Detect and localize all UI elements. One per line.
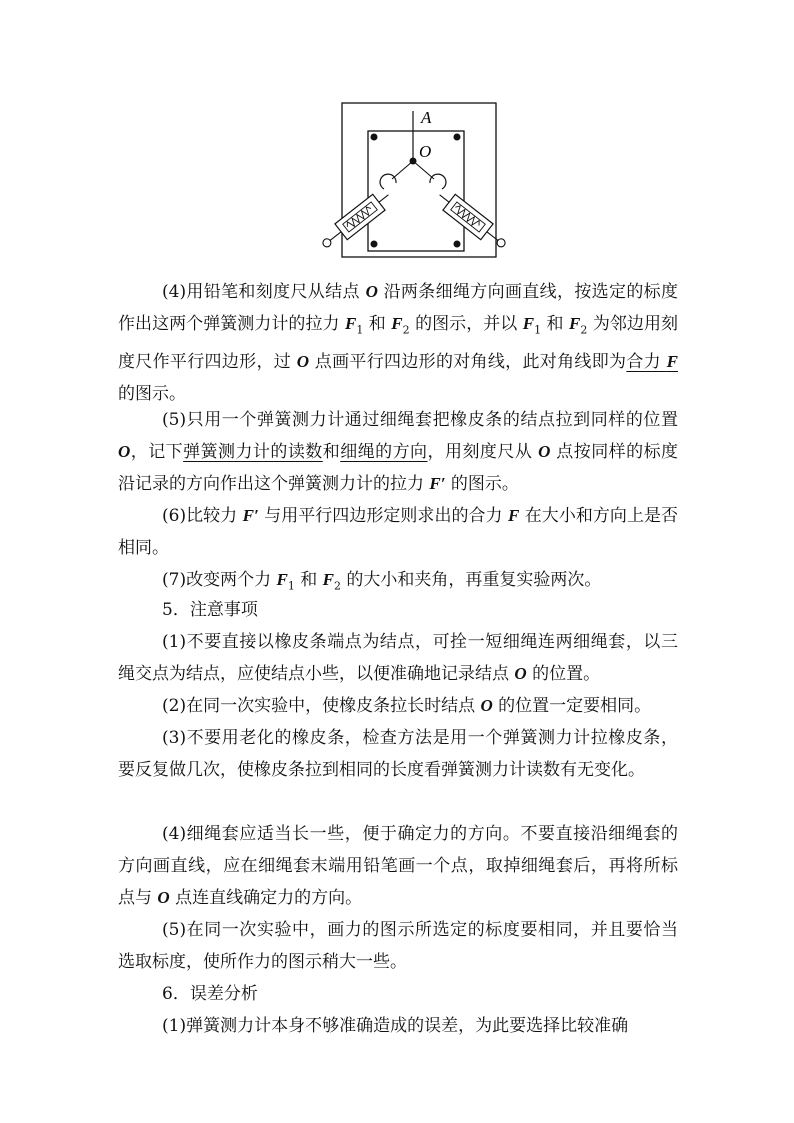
note-1-paragraph: (1)不要直接以橡皮条端点为结点，可拴一短细绳连两细绳套，以三绳交点为结点，应使结点小些，以便准确地记录结点 O 的位置。	[118, 632, 678, 684]
pin-top-right	[454, 134, 461, 141]
step-4-paragraph: (4)用铅笔和刻度尺从结点 O 沿两条细绳方向画直线，按选定的标度作出这两个弹簧测力计的拉力 $F_1$ 和 $F_2$ 的图示，并以 $F_1$ 和 $F_2$ 为邻边用刻度尺作平行四边形，过 O 点画平行四边形的对角线，此对角线即为合力 F 的图示。	[118, 282, 679, 405]
step-7-paragraph: (7)改变两个力 $F_1$ 和 $F_2$ 的大小和夹角，再重复实验两次。	[162, 570, 602, 593]
note-3-paragraph: (3)不要用老化的橡皮条，检查方法是用一个弹簧测力计拉橡皮条，要反复做几次，使橡皮条拉到相同的长度看弹簧测力计读数有无变化。	[118, 728, 678, 780]
left-spring-scale	[318, 187, 395, 253]
pin-bottom-right	[454, 241, 461, 248]
note-5-paragraph: (5)在同一次实验中，画力的图示所选定的标度要相同，并且要恰当选取标度，使所作力的图示稍大一些。	[118, 920, 678, 972]
left-string-loop	[380, 174, 396, 189]
note-4-paragraph: (4)细绳套应适当长一些，便于确定力的方向。不要直接沿细绳套的方向画直线，应在细绳套末端用铅笔画一个点，取掉细绳套后，再将所标点与 O 点连直线确定力的方向。	[118, 824, 678, 908]
pin-bottom-left	[371, 241, 378, 248]
right-spring-scale	[433, 187, 510, 253]
paper-sheet	[368, 131, 464, 251]
step-6-paragraph: (6)比较力 F′ 与用平行四边形定则求出的合力 F 在大小和方向上是否相同。	[118, 506, 678, 558]
right-string-loop	[430, 174, 446, 189]
note-2-paragraph: (2)在同一次实验中，使橡皮条拉长时结点 O 的位置一定要相同。	[162, 696, 652, 716]
step-5-paragraph: (5)只用一个弹簧测力计通过细绳套把橡皮条的结点拉到同样的位置 O，记下弹簧测力计的读数和细绳的方向，用刻度尺从 O 点按同样的标度沿记录的方向作出这个弹簧测力计的拉力 F′ 的图示。	[118, 410, 679, 494]
pin-top-left	[371, 134, 378, 141]
experiment-diagram	[318, 97, 518, 269]
section-6-heading: 6．误差分析	[162, 984, 258, 1004]
label-a: A	[421, 108, 432, 127]
error-1-paragraph: (1)弹簧测力计本身不够准确造成的误差，为此要选择比较准确	[162, 1016, 629, 1036]
label-o: O	[419, 142, 432, 161]
section-5-heading: 5．注意事项	[162, 600, 258, 620]
